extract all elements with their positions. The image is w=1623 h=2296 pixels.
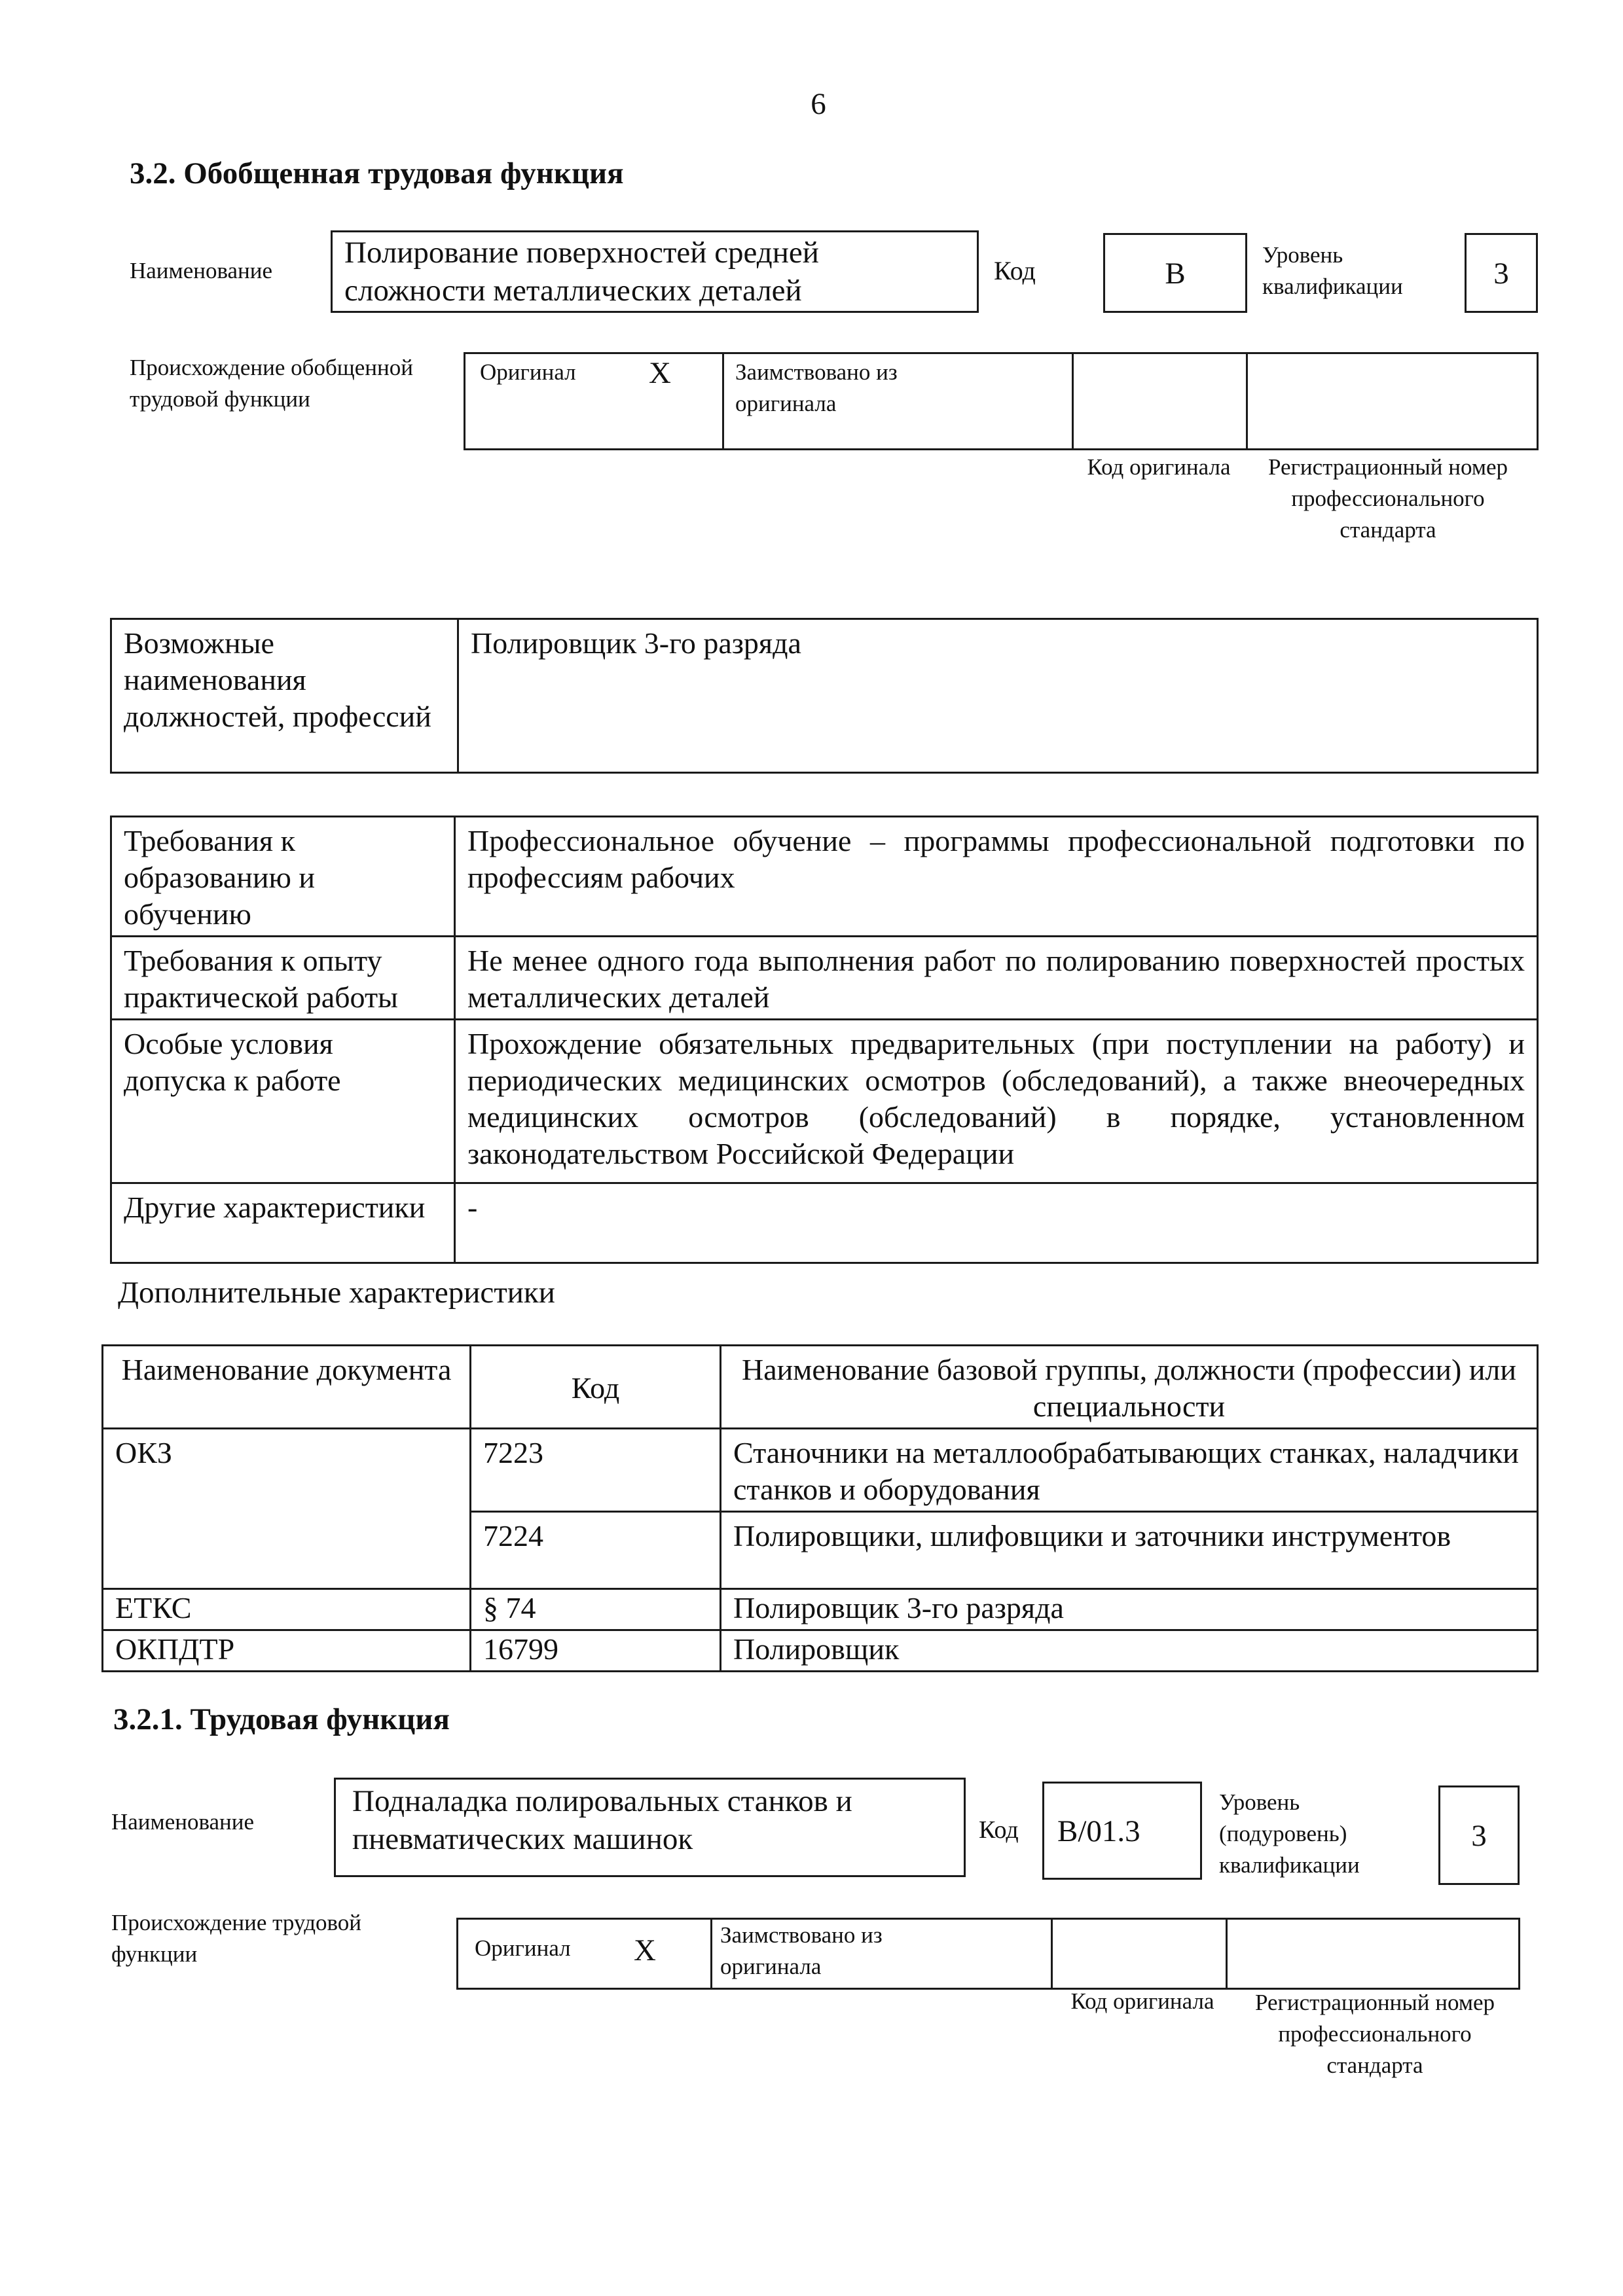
- row-name: Полировщик: [721, 1630, 1538, 1672]
- requirement-value: Не менее одного года выполнения работ по полированию поверхностей простых металлических деталей: [455, 937, 1538, 1020]
- row-code: 16799: [471, 1630, 721, 1672]
- level-label: Уровень квалификации: [1262, 242, 1403, 299]
- row-name: Станочники на металлообрабатывающих станках, наладчики станков и оборудования: [721, 1429, 1538, 1512]
- row-code: 7224: [471, 1512, 721, 1589]
- section-title: 3.2. Обобщенная трудовая функция: [130, 156, 624, 190]
- requirement-label: Особые условия допуска к работе: [111, 1020, 455, 1183]
- borrowed-label: Заимствовано из оригинала: [735, 359, 898, 416]
- sub-reg-number-caption: Регистрационный номер профессионального стандарта: [1254, 1990, 1495, 2078]
- origin-table: [464, 352, 1539, 450]
- subsection-title: 3.2.1. Трудовая функция: [113, 1702, 450, 1736]
- row-doc: ЕТКС: [103, 1589, 471, 1630]
- row-name: Полировщики, шлифовщики и заточники инструментов: [721, 1512, 1538, 1589]
- gtf-code-field: В: [1103, 233, 1247, 313]
- orig-code-caption: Код оригинала: [1087, 454, 1231, 480]
- sub-origin-label: Происхождение трудовой функции: [111, 1910, 362, 1967]
- header-group-name: Наименование базовой группы, должности (профессии) или специальности: [721, 1346, 1538, 1429]
- row-code: § 74: [471, 1589, 721, 1630]
- requirement-label: Требования к опыту практической работы: [111, 937, 455, 1020]
- tf-name-field: [334, 1778, 966, 1877]
- gtf-name-value: Полирование поверхностей средней сложности металлических деталей: [344, 236, 819, 308]
- row-doc: ОКПДТР: [103, 1630, 471, 1672]
- requirements-table: [110, 816, 1539, 1264]
- sub-original-label: Оригинал: [475, 1935, 571, 1961]
- header-code: Код: [471, 1346, 721, 1429]
- origin-label: Происхождение обобщенной трудовой функции: [130, 355, 413, 412]
- gtf-level-field: 3: [1465, 233, 1538, 313]
- requirement-value: -: [455, 1183, 1538, 1263]
- requirement-value: Прохождение обязательных предварительных (при поступлении на работу) и периодических медицинских осмотров (обследований), а также внеочередных медицинских осмотров (обследований) в порядке, установленном законодательством Российской Федерации: [455, 1020, 1538, 1183]
- tf-name-value: Подналадка полировальных станков и пневматических машинок: [352, 1784, 852, 1856]
- row-code: 7223: [471, 1429, 721, 1512]
- additional-table: [101, 1344, 1539, 1672]
- positions-table: [110, 618, 1539, 774]
- sub-orig-code-caption: Код оригинала: [1070, 1988, 1214, 2014]
- positions-value: Полировщик 3-го разряда: [458, 619, 1538, 773]
- sub-original-mark: X: [634, 1933, 656, 1967]
- original-mark: X: [649, 356, 671, 390]
- header-document: Наименование документа: [103, 1346, 471, 1429]
- row-name: Полировщик 3-го разряда: [721, 1589, 1538, 1630]
- sub-name-label: Наименование: [111, 1809, 255, 1835]
- tf-level-field: 3: [1438, 1785, 1520, 1885]
- additional-title: Дополнительные характеристики: [118, 1276, 555, 1310]
- sub-code-label: Код: [979, 1816, 1019, 1844]
- positions-label: Возможные наименования должностей, профессий: [111, 619, 458, 773]
- page-number: 6: [811, 87, 826, 121]
- sub-origin-table: [456, 1918, 1520, 1990]
- sub-level-label: Уровень (подуровень) квалификации: [1219, 1789, 1360, 1878]
- tf-code-field: B/01.3: [1042, 1782, 1202, 1880]
- original-label: Оригинал: [480, 359, 576, 385]
- reg-number-caption: Регистрационный номер профессионального стандарта: [1267, 454, 1508, 543]
- requirement-label: Другие характеристики: [111, 1183, 455, 1263]
- sub-borrowed-label: Заимствовано из оригинала: [720, 1922, 883, 1979]
- row-doc: ОКЗ: [103, 1429, 471, 1589]
- code-label: Код: [994, 256, 1036, 285]
- name-label: Наименование: [130, 258, 273, 283]
- requirement-value: Профессиональное обучение – программы профессиональной подготовки по профессиям рабочих: [455, 817, 1538, 937]
- gtf-name-field: [331, 230, 979, 313]
- requirement-label: Требования к образованию и обучению: [111, 817, 455, 937]
